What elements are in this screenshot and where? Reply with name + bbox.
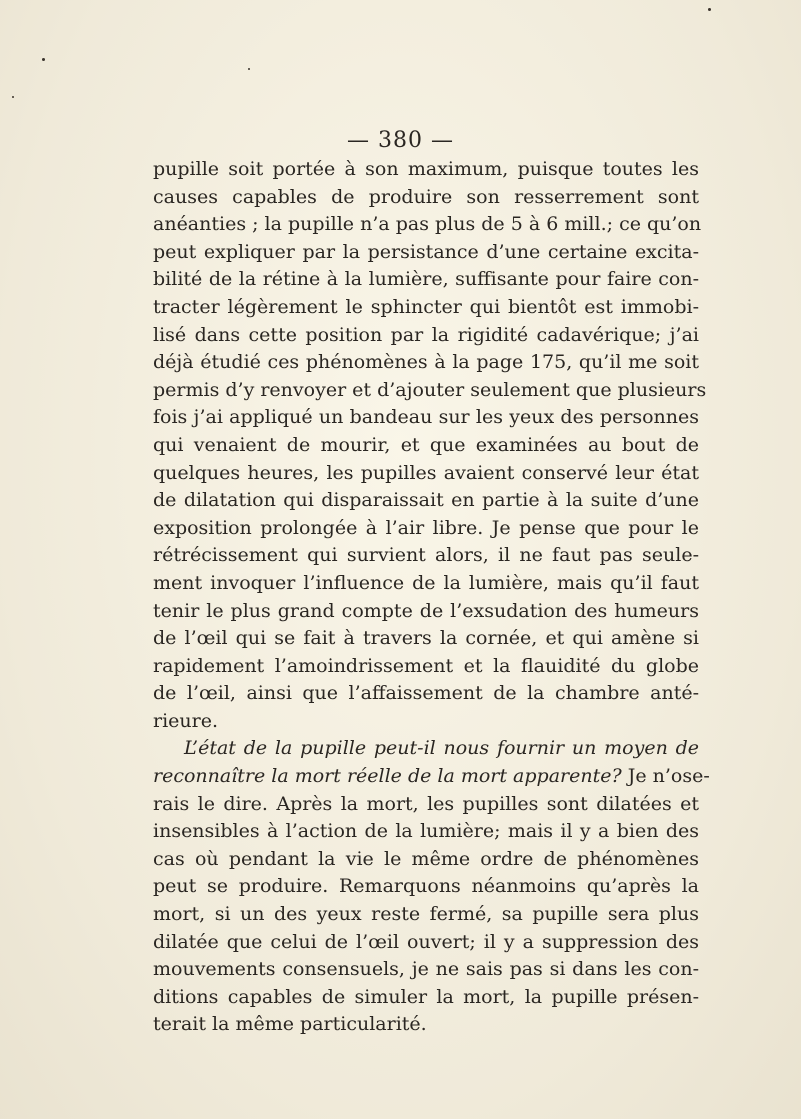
paper-speck xyxy=(42,58,45,61)
text-segment: de dilatation qui disparaissait en partie à la suite d’une xyxy=(153,489,699,512)
text-segment: anéanties ; la pupille n’a pas plus de 5 à 6 mill.; ce qu’on xyxy=(153,213,702,236)
text-segment: bilité de la rétine à la lumière, suffisante pour faire con- xyxy=(153,268,699,291)
text-segment: tracter légèrement le sphincter qui bientôt est immobi- xyxy=(153,295,699,318)
text-segment: rais le dire. Après la mort, les pupilles sont dilatées et xyxy=(153,792,699,815)
text-line xyxy=(153,432,699,460)
page-number: — 380 — xyxy=(347,128,454,153)
paper-speck xyxy=(708,8,711,11)
text-segment: rieure. xyxy=(153,709,219,732)
text-segment: causes capables de produire son resserrement sont xyxy=(153,185,699,208)
italic-text: reconnaître la mort réelle de la mort apparente? xyxy=(153,765,622,788)
text-line xyxy=(153,818,699,846)
text-segment: tenir le plus grand compte de l’exsudation des humeurs xyxy=(153,599,699,622)
text-segment: exposition prolongée à l’air libre. Je pense que pour le xyxy=(153,516,699,539)
text-segment: quelques heures, les pupilles avaient conservé leur état xyxy=(153,461,699,484)
text-segment: permis d’y renvoyer et d’ajouter seulement que plusieurs xyxy=(153,378,707,401)
text-line xyxy=(153,322,699,350)
text-line xyxy=(153,570,699,598)
text-segment: ment invoquer l’influence de la lumière, mais qu’il faut xyxy=(153,571,699,594)
text-line xyxy=(153,873,699,901)
text-line xyxy=(153,598,699,626)
text-line xyxy=(153,294,699,322)
text-line xyxy=(153,846,699,874)
paper-speck xyxy=(12,96,14,98)
text-line xyxy=(153,625,699,653)
text-line xyxy=(153,763,710,791)
text-segment: peut se produire. Remarquons néanmoins qu’après la xyxy=(153,875,699,898)
text-line xyxy=(153,956,699,984)
text-line xyxy=(153,266,699,294)
text-line xyxy=(153,184,699,212)
text-line xyxy=(153,211,702,239)
text-line xyxy=(153,404,699,432)
text-line xyxy=(153,460,699,488)
text-line xyxy=(153,377,707,405)
text-line xyxy=(153,653,699,681)
text-line xyxy=(153,791,699,819)
italic-text: L’état de la pupille peut-il nous fournir un moyen de xyxy=(184,737,699,760)
text-line xyxy=(153,515,699,543)
text-line xyxy=(153,735,699,763)
text-segment: mouvements consensuels, je ne sais pas si dans les con- xyxy=(153,958,699,981)
text-segment: rapidement l’amoindrissement et la flauidité du globe xyxy=(153,654,699,677)
text-segment: de l’œil qui se fait à travers la cornée, et qui amène si xyxy=(153,627,699,650)
text-segment: mort, si un des yeux reste fermé, sa pupille sera plus xyxy=(153,903,699,926)
text-segment: qui venaient de mourir, et que examinées au bout de xyxy=(153,433,699,456)
text-segment: dilatée que celui de l’œil ouvert; il y a suppression des xyxy=(153,930,699,953)
text-line xyxy=(153,929,699,957)
body-text xyxy=(153,156,710,1039)
text-segment: peut expliquer par la persistance d’une certaine excita- xyxy=(153,240,699,263)
text-line xyxy=(153,542,699,570)
text-segment: lisé dans cette position par la rigidité cadavérique; j’ai xyxy=(153,323,699,346)
text-line xyxy=(153,239,699,267)
text-segment: Je n’ose- xyxy=(621,765,710,788)
text-segment: ditions capables de simuler la mort, la pupille présen- xyxy=(153,985,699,1008)
text-segment: cas où pendant la vie le même ordre de phénomènes xyxy=(153,847,699,870)
text-segment: pupille soit portée à son maximum, puisque toutes les xyxy=(153,158,699,180)
text-segment: insensibles à l’action de la lumière; mais il y a bien des xyxy=(153,820,699,843)
text-segment: déjà étudié ces phénomènes à la page 175, qu’il me soit xyxy=(153,351,699,374)
text-segment: fois j’ai appliqué un bandeau sur les yeux des personnes xyxy=(153,406,699,429)
text-line xyxy=(153,487,699,515)
text-line xyxy=(153,680,699,708)
text-segment: de l’œil, ainsi que l’affaissement de la chambre anté- xyxy=(153,682,699,705)
text-segment: terait la même particularité. xyxy=(153,1013,427,1036)
text-line xyxy=(153,1011,699,1039)
text-line xyxy=(153,349,699,377)
paper-speck xyxy=(248,68,250,70)
text-segment: rétrécissement qui survient alors, il ne faut pas seule- xyxy=(153,544,699,567)
text-line xyxy=(153,984,699,1012)
text-line xyxy=(153,156,699,184)
text-line xyxy=(153,901,699,929)
text-line xyxy=(153,708,699,736)
